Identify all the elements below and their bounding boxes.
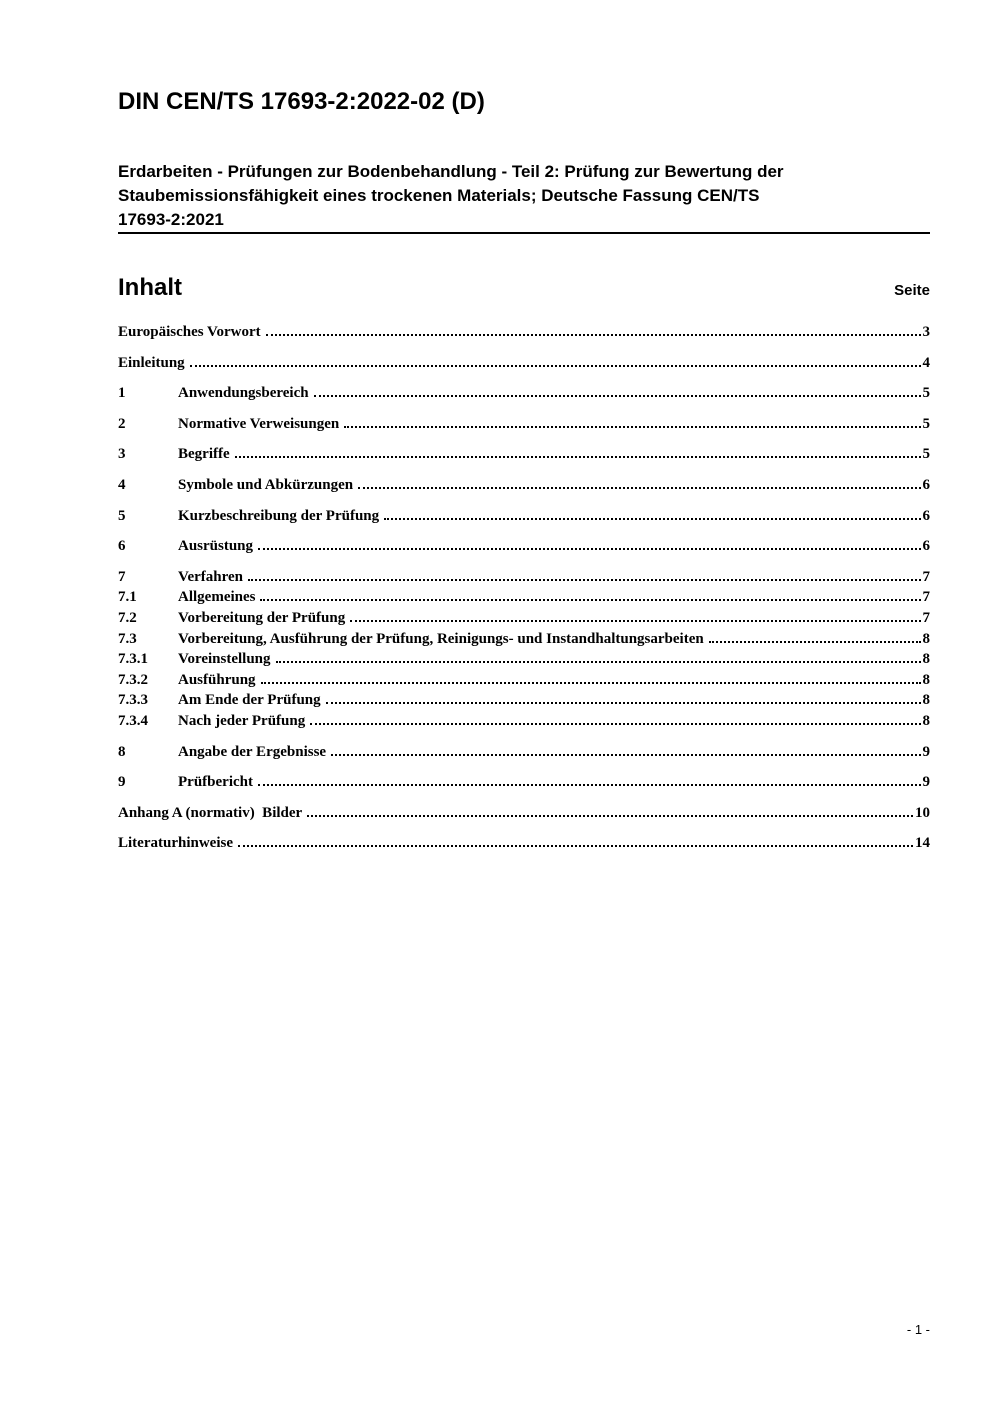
dot-leader: [310, 723, 920, 725]
toc-entry-title: Europäisches Vorwort: [118, 324, 261, 340]
toc-entry-page: 7: [922, 568, 930, 585]
toc-entry-page: 3: [922, 324, 930, 340]
toc-entry-title: Anhang A (normativ) Bilder: [118, 804, 303, 821]
dot-leader: [260, 599, 920, 601]
toc-entry-title: Normative Verweisungen: [178, 415, 340, 432]
dot-leader: [276, 661, 921, 663]
toc-entry-title: Ausführung: [178, 671, 256, 688]
toc-entry-page: 7: [922, 609, 930, 626]
toc-row: [118, 649, 930, 670]
toc-entry-number: 8: [118, 743, 126, 760]
toc-page-column-label: Seite: [894, 282, 930, 299]
toc-entry-number: 3: [118, 446, 126, 463]
dot-leader: [258, 784, 921, 786]
dot-leader: [266, 334, 921, 336]
dot-leader: [248, 579, 921, 581]
toc-row: [118, 475, 930, 496]
dot-leader: [709, 641, 921, 643]
dot-leader: [307, 815, 913, 817]
toc-entry-page: 6: [922, 507, 930, 524]
toc-entry-page: 6: [922, 538, 930, 555]
toc-row: [118, 608, 930, 629]
toc-entry-page: 10: [915, 804, 930, 821]
toc-row: [118, 567, 930, 588]
toc-entry-number: 5: [118, 507, 126, 524]
toc-entry-title: Vorbereitung, Ausführung der Prüfung, Reinigungs- und Instandhaltungsarbeiten: [178, 630, 704, 647]
document-title-line: Erdarbeiten - Prüfungen zur Bodenbehandlung - Teil 2: Prüfung zur Bewertung der: [118, 162, 784, 181]
toc-row: [118, 444, 930, 465]
toc-entry-title: Angabe der Ergebnisse: [178, 743, 327, 760]
page-number-footer: - 1 -: [906, 1322, 930, 1337]
toc-entry-number: 7.1: [118, 589, 137, 606]
toc-row: [118, 587, 930, 608]
document-code: DIN CEN/TS 17693-2:2022-02 (D): [118, 88, 485, 115]
toc-entry-title: Symbole und Abkürzungen: [178, 476, 354, 493]
toc-entry-number: 7.2: [118, 609, 137, 626]
toc-entry-page: 14: [915, 835, 930, 852]
toc-row: [118, 322, 930, 343]
toc-row: [118, 711, 930, 732]
dot-leader: [261, 682, 921, 684]
dot-leader: [350, 620, 920, 622]
toc-entry-number: 7.3: [118, 630, 137, 647]
toc-entry-title: Einleitung: [118, 354, 185, 371]
toc-entry-page: 8: [922, 671, 930, 688]
toc-entry-number: 2: [118, 415, 126, 432]
toc-entry-number: 7.3.2: [118, 671, 148, 688]
toc-entry-page: 5: [922, 446, 930, 463]
toc-row: [118, 803, 930, 824]
toc-row: [118, 772, 930, 793]
dot-leader: [331, 754, 920, 756]
toc-entry-title: Literaturhinweise: [118, 835, 233, 852]
dot-leader: [190, 365, 921, 367]
dot-leader: [258, 548, 920, 550]
toc-row: [118, 414, 930, 435]
toc-entry-title: Nach jeder Prüfung: [178, 712, 306, 729]
toc-entry-title: Ausrüstung: [178, 538, 254, 555]
dot-leader: [235, 456, 921, 458]
toc-entry-page: 8: [922, 651, 930, 668]
toc-entry-number: 7.3.1: [118, 651, 148, 668]
toc-entry-page: 8: [922, 712, 930, 729]
dot-leader: [238, 845, 913, 847]
toc-row: [118, 690, 930, 711]
dot-leader: [314, 395, 921, 397]
toc-entry-number: 1: [118, 385, 126, 402]
toc-entry-title: Anwendungsbereich: [178, 385, 309, 402]
toc-row: [118, 536, 930, 557]
toc-entry-title: Prüfbericht: [178, 774, 253, 791]
toc-entry-page: 5: [922, 385, 930, 402]
toc-row: [118, 506, 930, 527]
toc-entry-page: 8: [922, 630, 930, 647]
toc-entry-title: Am Ende der Prüfung: [178, 692, 321, 709]
dot-leader: [344, 426, 920, 428]
toc-row: [118, 629, 930, 650]
toc-row: [118, 833, 930, 854]
toc-entry-title: Allgemeines: [178, 589, 256, 606]
document-title-line: Staubemissionsfähigkeit eines trockenen Materials; Deutsche Fassung CEN/TS: [118, 186, 760, 205]
dot-leader: [326, 702, 921, 704]
page-content: [118, 88, 930, 854]
dot-leader: [384, 518, 920, 520]
toc-entry-page: 7: [922, 589, 930, 606]
toc-entry-title: Kurzbeschreibung der Prüfung: [178, 507, 380, 524]
toc-entry-number: 4: [118, 476, 126, 493]
toc-entry-number: 7: [118, 568, 126, 585]
toc-list: [118, 322, 930, 854]
toc-entry-page: 5: [922, 415, 930, 432]
toc-heading: Inhalt: [118, 274, 182, 301]
toc-entry-page: 9: [922, 774, 930, 791]
toc-entry-number: 9: [118, 774, 126, 791]
toc-header: [118, 274, 930, 302]
toc-entry-number: 7.3.3: [118, 692, 148, 709]
toc-entry-title: Vorbereitung der Prüfung: [178, 609, 346, 626]
toc-entry-page: 9: [922, 743, 930, 760]
toc-row: [118, 383, 930, 404]
toc-entry-number: 7.3.4: [118, 712, 148, 729]
document-title-line: 17693-2:2021: [118, 210, 224, 229]
toc-row: [118, 670, 930, 691]
document-title: [118, 160, 930, 234]
dot-leader: [358, 487, 920, 489]
toc-entry-title: Voreinstellung: [178, 651, 271, 668]
toc-entry-page: 4: [922, 354, 930, 371]
toc-row: [118, 353, 930, 374]
toc-entry-page: 6: [922, 476, 930, 493]
toc-entry-title: Begriffe: [178, 446, 230, 463]
toc-row: [118, 742, 930, 763]
toc-entry-title: Verfahren: [178, 568, 243, 585]
toc-entry-number: 6: [118, 538, 126, 555]
toc-entry-page: 8: [922, 692, 930, 709]
